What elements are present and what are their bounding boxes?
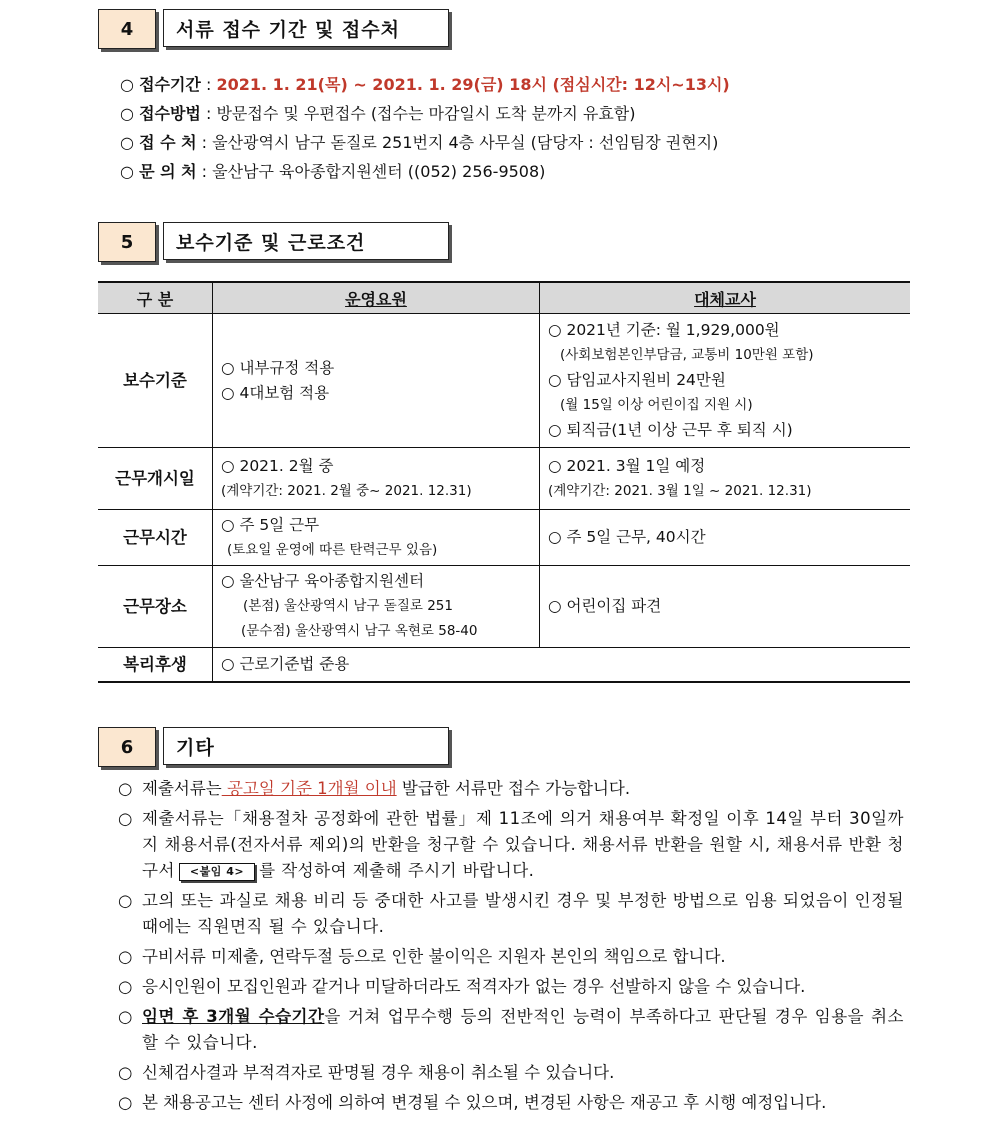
note-text: 제출서류는「채용절차 공정화에 관한 법률」제 11조에 의거 채용여부 확정일 이후 14일 부터 30일까지 채용서류(전자서류 제외)의 반환을 청구할 수 있습니다. 채용서류 반환을 원할 시, 채용서류 반환 청구서 <box>142 809 905 880</box>
list-item <box>118 1004 904 1056</box>
table-cell <box>540 314 911 448</box>
notes-list <box>118 776 904 1120</box>
info-value: 방문접수 및 우편접수 (접수는 마감일시 도착 분까지 유효함) <box>216 104 636 123</box>
cell-line: (사회보험본인부담금, 교통비 10만원 포함) <box>560 347 814 363</box>
note-text: 본 채용공고는 센터 사정에 의하여 변경될 수 있으며, 변경된 사항은 재공고 후 시행 예정입니다. <box>142 1093 827 1112</box>
table-header-row <box>98 282 910 314</box>
bullet: ○ <box>118 1093 133 1112</box>
cell-line: ○ 울산남구 육아종합지원센터 <box>221 572 425 590</box>
list-item <box>118 974 904 1000</box>
section-number: 5 <box>98 222 156 262</box>
table-cell <box>540 510 911 566</box>
bullet: ○ <box>120 75 134 94</box>
list-item <box>118 1060 904 1086</box>
cell-line: ○ 주 5일 근무 <box>221 515 320 534</box>
section-title: 서류 접수 기간 및 접수처 <box>163 9 449 47</box>
cell-line: ○ 2021년 기준: 월 1,929,000원 <box>548 321 780 339</box>
bullet: ○ <box>118 779 133 798</box>
col-header-label: 운영요원 <box>345 289 407 309</box>
note-text: 신체검사결과 부적격자로 판명될 경우 채용이 취소될 수 있습니다. <box>142 1063 615 1082</box>
table-row <box>98 314 910 448</box>
note-emphasis: 임면 후 3개월 수습기간 <box>142 1007 325 1026</box>
info-label: 접수방법 <box>139 104 201 123</box>
bullet: ○ <box>118 977 133 996</box>
cell-line: ○ 4대보험 적용 <box>221 383 330 402</box>
info-line-method <box>120 101 635 124</box>
info-line-contact <box>120 159 545 182</box>
info-sep: : <box>200 104 217 123</box>
list-item <box>118 806 904 884</box>
cell-line: ○ 2021. 2월 중 <box>221 456 334 475</box>
bullet: ○ <box>120 104 134 123</box>
note-text: 발급한 서류만 접수 가능합니다. <box>396 779 631 798</box>
note-text: 고의 또는 과실로 채용 비리 등 중대한 사고를 발생시킨 경우 및 부정한 방법으로 임용 되었음이 인정될 때에는 직원면직 될 수 있습니다. <box>142 891 905 936</box>
note-text: 을 거쳐 업무수행 등의 전반적인 능력이 부족하다고 판단될 경우 임용을 취소할 수 있습니다. <box>142 1007 904 1052</box>
info-sep: : <box>196 133 213 152</box>
cell-line: (본점) 울산광역시 남구 돋질로 251 <box>243 598 453 614</box>
bullet: ○ <box>120 162 134 181</box>
cell-line: ○ 근로기준법 준용 <box>221 654 350 673</box>
table-cell <box>540 448 911 510</box>
col-header-label: 대체교사 <box>694 289 756 309</box>
section-4-header <box>0 9 992 49</box>
table-row <box>98 510 910 566</box>
table-cell <box>213 566 540 648</box>
info-value: 울산광역시 남구 돋질로 251번지 4층 사무실 (담당자 : 선임팀장 권현지) <box>212 133 719 152</box>
table-row <box>98 448 910 510</box>
bullet: ○ <box>120 133 134 152</box>
section-title: 기타 <box>163 727 449 765</box>
cell-line: ○ 퇴직금(1년 이상 근무 후 퇴직 시) <box>548 421 793 439</box>
note-text: 제출서류는 <box>142 779 222 798</box>
row-header: 근무장소 <box>98 566 213 648</box>
section-6-header <box>0 727 992 767</box>
bullet: ○ <box>118 809 133 828</box>
cell-line: ○ 2021. 3월 1일 예정 <box>548 456 706 475</box>
col-header-staff <box>213 282 540 314</box>
attachment-box: <붙임 4> <box>179 863 255 881</box>
bullet: ○ <box>118 1007 133 1026</box>
table-row <box>98 648 910 682</box>
info-sep: : <box>200 75 217 94</box>
info-line-period <box>120 72 730 95</box>
info-line-place <box>120 130 718 153</box>
note-text: 를 작성하여 제출해 주시기 바랍니다. <box>259 861 535 880</box>
row-header: 보수기준 <box>98 314 213 448</box>
col-header-substitute <box>540 282 911 314</box>
table-row <box>98 566 910 648</box>
cell-line: ○ 담임교사지원비 24만원 <box>548 371 726 389</box>
info-label: 접 수 처 <box>139 133 197 152</box>
cell-line: (월 15일 이상 어린이집 지원 시) <box>560 397 753 413</box>
list-item <box>118 888 904 940</box>
info-sep: : <box>196 162 213 181</box>
section-number: 6 <box>98 727 156 767</box>
cell-line: (문수점) 울산광역시 남구 옥현로 58-40 <box>241 623 478 639</box>
section-number: 4 <box>98 9 156 49</box>
row-header: 근무개시일 <box>98 448 213 510</box>
section-title: 보수기준 및 근로조건 <box>163 222 449 260</box>
bullet: ○ <box>118 947 133 966</box>
list-item <box>118 1090 904 1116</box>
note-highlight: 공고일 기준 1개월 이내 <box>221 779 397 798</box>
table-cell <box>213 648 911 682</box>
bullet: ○ <box>118 891 133 910</box>
cell-line: (토요일 운영에 따른 탄력근무 있음) <box>227 541 438 558</box>
note-text: 응시인원이 모집인원과 같거나 미달하더라도 적격자가 없는 경우 선발하지 않을 수 있습니다. <box>142 977 806 996</box>
cell-line: ○ 어린이집 파견 <box>548 597 662 615</box>
table-cell <box>213 510 540 566</box>
info-label: 문 의 처 <box>139 162 197 181</box>
table-cell <box>213 314 540 448</box>
cell-line: (계약기간: 2021. 2월 중~ 2021. 12.31) <box>221 482 472 499</box>
row-header: 복리후생 <box>98 648 213 682</box>
list-item <box>118 776 904 802</box>
info-value: 2021. 1. 21(목) ~ 2021. 1. 29(금) 18시 (점심시간: 12시~13시) <box>216 75 730 94</box>
cell-line: ○ 주 5일 근무, 40시간 <box>548 528 706 546</box>
cell-line: ○ 내부규정 적용 <box>221 358 335 377</box>
info-label: 접수기간 <box>139 75 201 94</box>
section-5-header <box>0 222 992 262</box>
table-cell <box>540 566 911 648</box>
col-header-category: 구 분 <box>98 282 213 314</box>
info-value: 울산남구 육아종합지원센터 ((052) 256-9508) <box>212 162 546 181</box>
list-item <box>118 944 904 970</box>
conditions-table <box>98 281 910 683</box>
row-header: 근무시간 <box>98 510 213 566</box>
note-text: 구비서류 미제출, 연락두절 등으로 인한 불이익은 지원자 본인의 책임으로 합니다. <box>142 947 726 966</box>
cell-line: (계약기간: 2021. 3월 1일 ~ 2021. 12.31) <box>548 482 812 499</box>
table-cell <box>213 448 540 510</box>
bullet: ○ <box>118 1063 133 1082</box>
